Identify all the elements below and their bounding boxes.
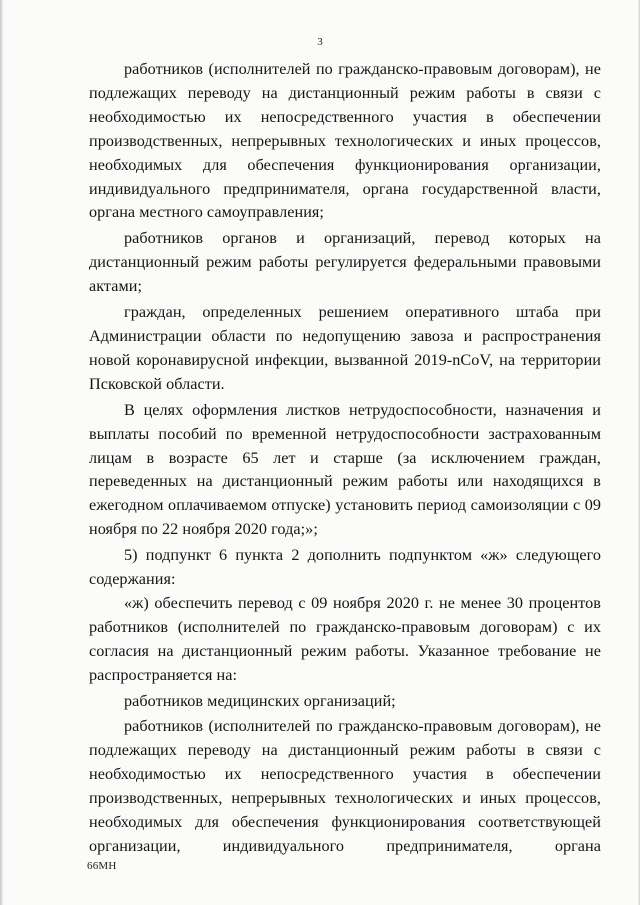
paragraph-continuous-process-workers: работников (исполнителей по гражданско-правовым договорам), не подлежащих переводу на дистанционный режим работы в связи с необходимостью их непосредственного участия в обеспечении производственных, непрерывных технологических и иных процессов, необходимых для обеспечения функционирования соответствующей организации, индивидуального предпринимателя, органа	[89, 717, 601, 855]
page-number: 3	[317, 36, 323, 48]
paragraph-federal-bodies-workers: работников органов и организаций, перевод которых на дистанционный режим работы регулируется федеральными правовыми актами;	[89, 229, 601, 296]
paragraph-subclause-amendment: 5) подпункт 6 пункта 2 дополнить подпунктом «ж» следующего содержания:	[89, 546, 601, 589]
scan-edge-left	[0, 0, 3, 905]
paragraph-workers-not-transferable: работников (исполнителей по гражданско-правовым договорам), не подлежащих переводу на дистанционный режим работы в связи с необходимостью их непосредственного участия в обеспечении производственных, непрерывных технологических и иных процессов, необходимых для обеспечения функционирования организации, индивидуального предпринимателя, органа государственной власти, органа местного самоуправления;	[89, 60, 601, 222]
document-body	[89, 58, 601, 859]
paragraph-operational-staff-citizens: граждан, определенных решением оперативного штаба при Администрации области по недопущению завоза и распространения новой коронавирусной инфекции, вызванной 2019-nCoV, на территории Псковской области.	[89, 303, 601, 393]
paragraph-self-isolation-period: В целях оформления листков нетрудоспособности, назначения и выплаты пособий по временной нетрудоспособности застрахованным лицам в возрасте 65 лет и старше (за исключением граждан, переведенных на дистанционный режим работы или находящихся в ежегодном оплачиваемом отпуске) установить период самоизоляции с 09 ноября по 22 ноября 2020 года;»;	[89, 400, 601, 539]
paragraph-medical-workers: работников медицинских организаций;	[124, 691, 396, 710]
paragraph-remote-work-requirement: «ж) обеспечить перевод с 09 ноября 2020 г. не менее 30 процентов работников (исполнителей по гражданско-правовым договорам) с их согласия на дистанционный режим работы. Указанное требование не распространяется на:	[89, 593, 601, 684]
footer-document-code: 66МН	[87, 860, 117, 872]
